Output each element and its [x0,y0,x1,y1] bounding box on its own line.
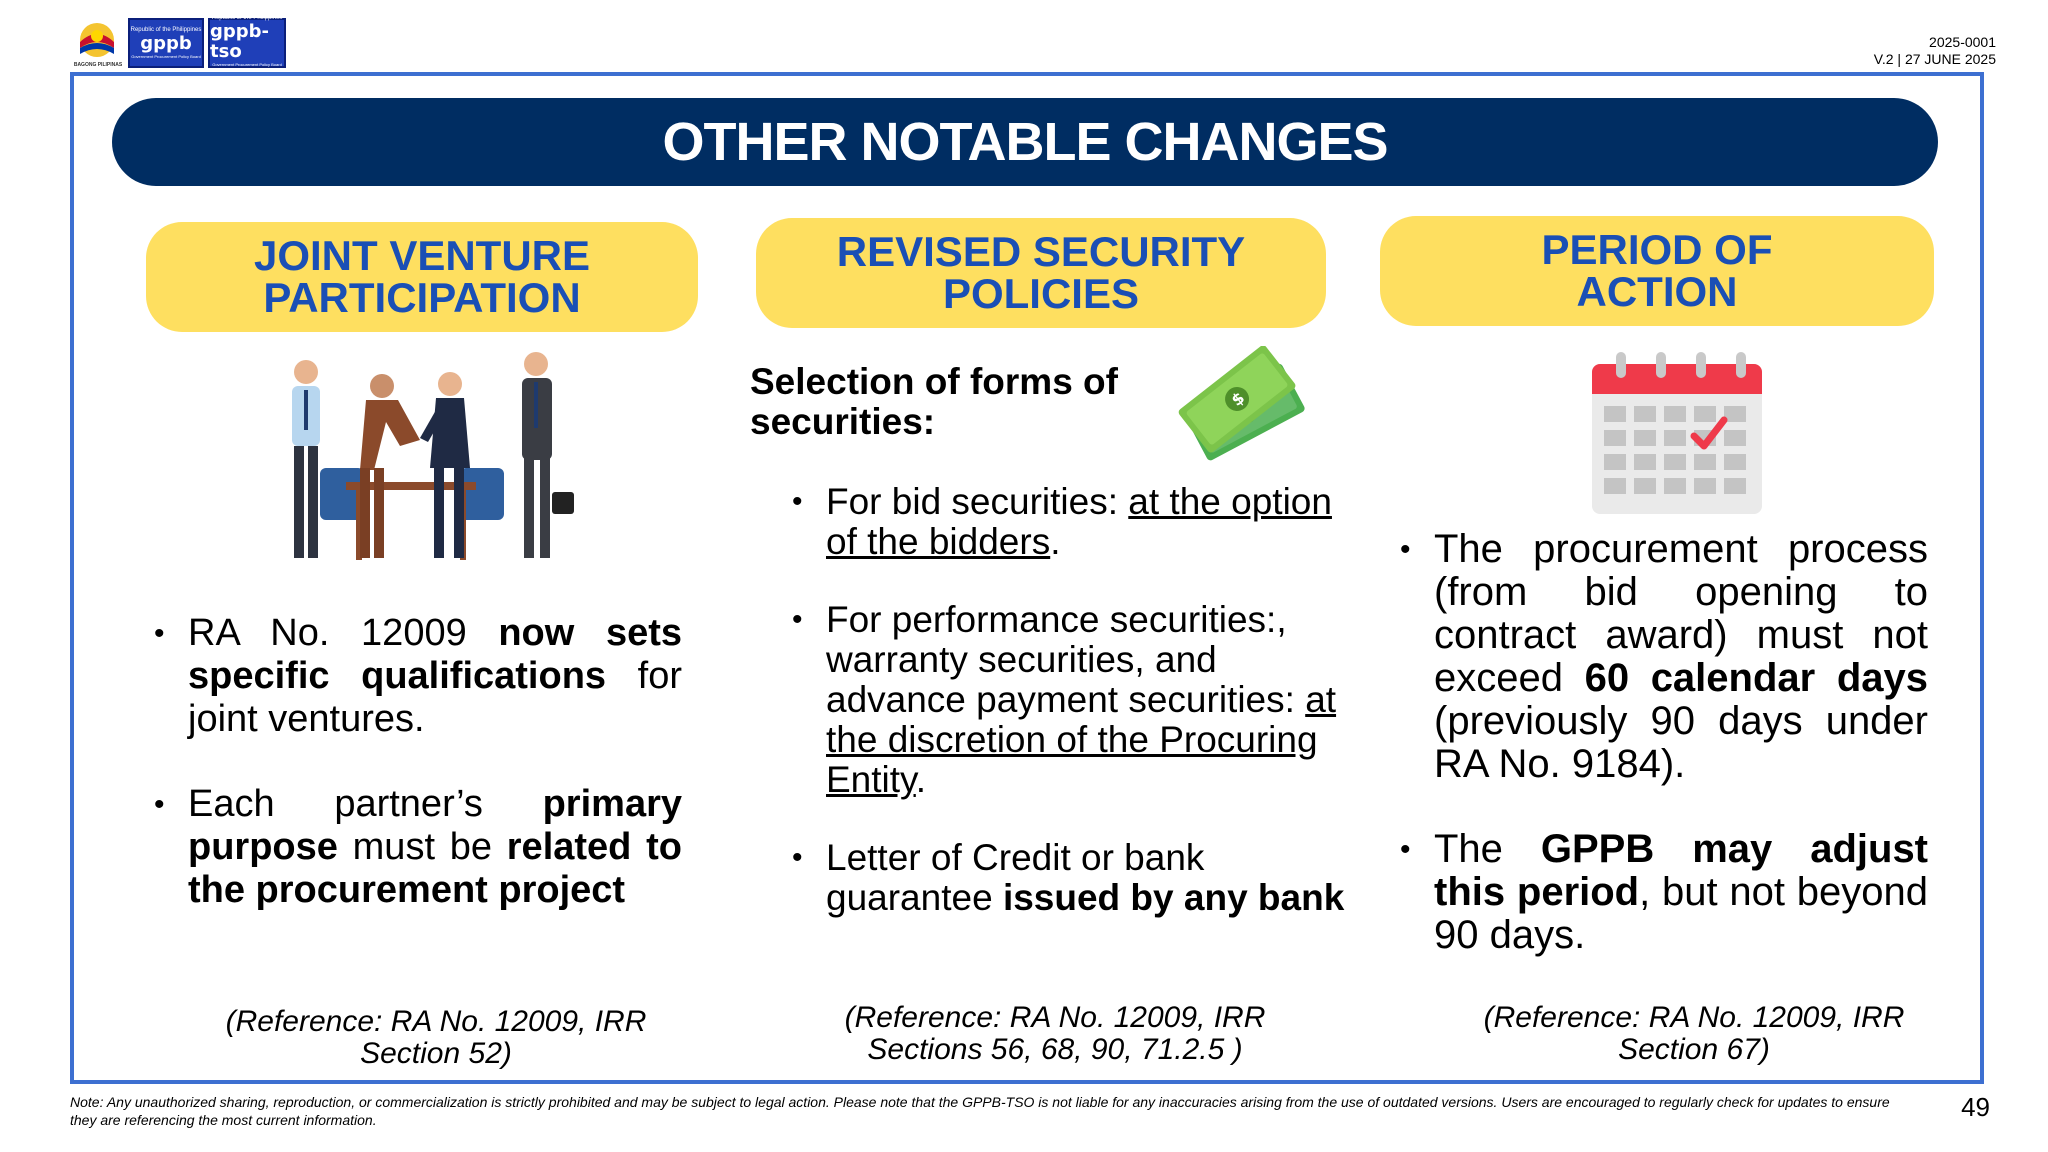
calendar-check-icon [1590,350,1764,518]
svg-text:$: $ [1227,388,1249,410]
bagong-pilipinas-seal-icon [72,18,122,68]
doc-number: 2025-0001 [1929,34,1996,50]
securities-subheading: Selection of forms of securities: [750,361,1118,442]
logo1-top: Republic of the Philippines [130,27,202,33]
logo1-bot: Government Procurement Policy Board [131,54,201,59]
sec1-text-b: at the option of the bidders [826,481,1332,562]
pa1-text-c: (previously 90 days under RA No. 9184). [1434,699,1928,786]
joint-venture-bullets [148,612,682,954]
logo2-top: Republic of the Philippines [211,14,283,21]
list-item [786,838,1346,918]
gppb-tso-logo [208,14,286,72]
reference-revised-security [810,1002,1300,1066]
jv1-text-b: now sets specific qualifications [188,612,682,697]
title-bar [112,98,1938,186]
ref3-line1: (Reference: RA No. 12009, IRR [1483,1001,1905,1034]
reference-period-of-action [1444,1002,1944,1066]
jv2-text-b: primary purpose [188,783,682,868]
pa2-text-c: , but not beyond 90 days. [1434,870,1928,957]
sec3-text-b: issued by any bank [1002,877,1345,918]
list-item [786,482,1346,562]
pill3-line2: ACTION [1576,268,1738,315]
ref2-line1: (Reference: RA No. 12009, IRR [844,1001,1266,1034]
pa2-text-b: GPPB may adjust this period [1434,827,1929,914]
ref1-line2: Section 52) [360,1037,512,1070]
footer-note: Note: Any unauthorized sharing, reproduction, or commercialization is strictly prohibited and may be subject to legal action. Please note that the GPPB-TSO is not liable for any inaccuracies arising from the use of outdated versions. Users are encouraged to regularly check for updates to ensure they are referencing the most current information. [70,1094,1890,1128]
pill-revised-security [756,218,1326,328]
logo2-bot: Government Procurement Policy Board Technical Support Office [212,61,282,72]
sec1-text-c: . [1050,521,1061,562]
document-id [1874,34,1996,68]
jv2-text-d: related to the procurement project [188,826,682,911]
page-title: OTHER NOTABLE CHANGES [662,112,1388,172]
list-item [1394,828,1928,957]
list-item [148,783,682,912]
pill-period-of-action [1380,216,1934,326]
sec2-text-b: at the discretion of the Procuring Entity [826,679,1337,800]
jv2-text-c: must be [337,826,507,868]
list-item [1394,528,1928,786]
pill2-line2: POLICIES [942,270,1140,317]
pill2-line1: REVISED SECURITY [836,228,1246,275]
sec1-text-a: For bid securities: [826,481,1129,522]
ref3-line2: Section 67) [1618,1033,1770,1066]
security-bullets [786,482,1346,956]
page-number: 49 [1961,1092,1990,1122]
ref2-line2: Sections 56, 68, 90, 71.2.5 ) [867,1033,1243,1066]
money-bills-icon [1166,346,1316,464]
seal-caption: BAGONG PILIPINAS [73,62,123,68]
sec2-text-a: For performance securities:, warranty securities, and advance payment securities: [826,599,1306,720]
pa2-text-a: The [1434,827,1541,871]
pill-joint-venture [146,222,698,332]
list-item [148,612,682,741]
ref1-line1: (Reference: RA No. 12009, IRR [225,1005,647,1038]
sec3-text-a: Letter of Credit or bank guarantee [826,837,1205,918]
pa1-text-a: The procurement process (from bid opening to contract award) must not exceed [1434,527,1928,700]
business-handshake-illustration [270,350,580,570]
jv2-text-a: Each partner’s [188,783,543,825]
logo1-mid: gppb [140,33,192,54]
pill1-line1: JOINT VENTURE [253,232,591,279]
gppb-logo [128,18,204,68]
pill3-line1: PERIOD OF [1541,226,1773,273]
logo2-mid: gppb-tso [210,20,270,62]
jv1-text-a: RA No. 12009 [188,612,499,654]
period-bullets [1394,528,1928,999]
pill1-line2: PARTICIPATION [263,274,581,321]
sec2-text-c: . [915,759,927,800]
reference-joint-venture [186,1006,686,1070]
pa1-text-b: 60 calendar days [1584,656,1928,700]
doc-version: V.2 | 27 JUNE 2025 [1873,51,1996,67]
list-item [786,600,1346,800]
jv1-text-c: for joint ventures. [188,655,682,740]
